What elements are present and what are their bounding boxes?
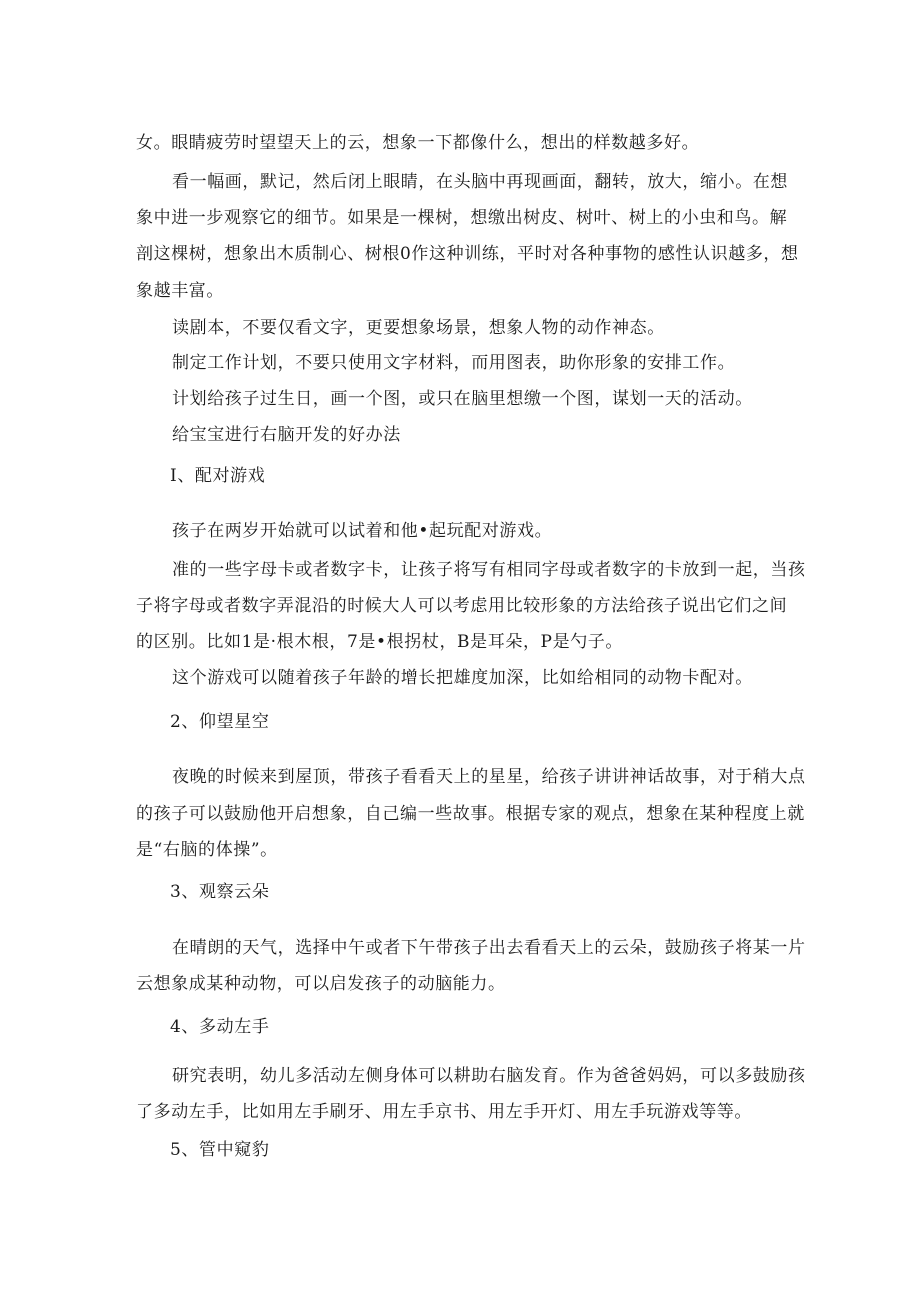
section-heading: 5、管中窥豹	[170, 1140, 270, 1160]
section-title: 给宝宝进行右脑开发的好办法	[172, 425, 401, 445]
paragraph-line: 女。眼睛疲劳时望望天上的云，想象一下都像什么，想出的样数越多好。	[136, 133, 700, 153]
paragraph-line: 这个游戏可以随着孩子年龄的增长把雄度加深，比如给相同的动物卡配对。	[172, 668, 753, 688]
paragraph-line: 计划给孩子过生日，画一个图，或只在脑里想缴一个图，谋划一天的活动。	[172, 389, 753, 409]
paragraph-line: 子将字母或者数字弄混沿的时候大人可以考虑用比较形象的方法给孩子说出它们之间	[136, 596, 788, 616]
paragraph-line: 的区别。比如1是·根木根，7是•根拐杖，B是耳朵，P是勺子。	[136, 632, 623, 652]
paragraph-line: 夜晚的时候来到屋顶，带孩子看看天上的星星，给孩子讲讲神话故事，对于稍大点	[172, 767, 806, 787]
paragraph-line: 云想象成某种动物，可以启发孩子的动脑能力。	[136, 974, 506, 994]
paragraph-line: 剖这棵树，想象出木质制心、树根0作这种训练，平时对各种事物的感性认识越多，想	[136, 244, 799, 264]
paragraph-line: 读剧本，不要仅看文字，更要想象场景，想象人物的动作神态。	[172, 318, 665, 338]
paragraph-line: 象越丰富。	[136, 281, 224, 301]
paragraph-line: 在晴朗的天气，选择中午或者下午带孩子出去看看天上的云朵，鼓励孩子将某一片	[172, 938, 806, 958]
paragraph-line: 看一幅画，默记，然后闭上眼睛，在头脑中再现画面，翻转，放大，缩小。在想	[172, 172, 788, 192]
section-heading: 2、仰望星空	[170, 712, 270, 732]
paragraph-line: 孩子在两岁开始就可以试着和他•起玩配对游戏。	[172, 521, 553, 541]
section-heading: 3、观察云朵	[170, 882, 270, 902]
section-heading: I、配对游戏	[170, 466, 266, 486]
paragraph-line: 的孩子可以鼓励他开启想象，自己编一些故事。根据专家的观点，想象在某种程度上就	[136, 804, 805, 824]
paragraph-line: 了多动左手，比如用左手刷牙、用左手京书、用左手开灯、用左手玩游戏等等。	[136, 1102, 752, 1122]
paragraph-line: 研究表明，幼儿多活动左侧身体可以耕助右脑发育。作为爸爸妈妈，可以多鼓励孩	[172, 1066, 806, 1086]
paragraph-line: 是“右脑的体操”。	[136, 840, 278, 860]
section-heading: 4、多动左手	[170, 1017, 270, 1037]
paragraph-line: 制定工作计划，不要只使用文字材料，而用图表，助你形象的安排工作。	[172, 353, 736, 373]
paragraph-line: 象中进一步观察它的细节。如果是一棵树，想缴出树皮、树叶、树上的小虫和鸟。解	[136, 208, 788, 228]
paragraph-line: 准的一些字母卡或者数字卡，让孩子将写有相同字母或者数字的卡放到一起，当孩	[172, 560, 806, 580]
